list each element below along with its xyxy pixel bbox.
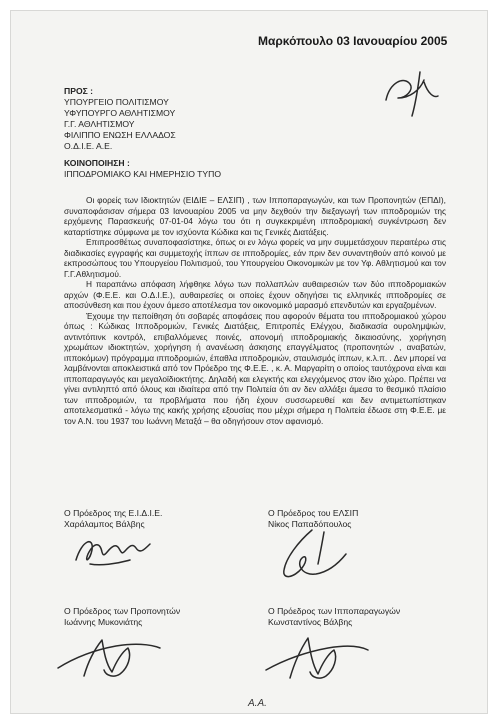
signature-block-trainers — [64, 606, 180, 628]
signature-block-eidie — [64, 508, 162, 530]
handwritten-signature-trainers — [54, 628, 164, 684]
recipients-block — [64, 86, 176, 152]
body-paragraph-2: Επιπροσθέτως συναποφασίστηκε, όπως οι εν λόγω φορείς να μην συμμετάσχουν περαιτέρω στις διαδικασίες εγγραφής και συμμετοχής ίππων σε ιπποδρομίες, εάν πριν δεν συναντηθούν από κοινού με εκπροσώπους του Υπουργείου Πολιτισμού, του Υπουργείου Οικονομικών με τον Υφ. Αθλητισμού και τον Γ.Γ.Αθλητισμού. — [64, 237, 446, 279]
signatory-name: Νίκος Παπαδόπουλος — [268, 519, 352, 529]
letter-body — [64, 195, 446, 426]
signatory-title: Ο Πρόεδρος των Προπονητών — [64, 606, 181, 616]
date-line: Μαρκόπουλο 03 Ιανουαρίου 2005 — [258, 34, 448, 48]
body-paragraph-4: Έχουμε την πεποίθηση ότι σοβαρές αποφάσεις που αφορούν θέματα του ιπποδρομιακού χώρου όπως : Κώδικας Ιπποδρομιών, Γενικές Διατάξεις, Επιτροπές Ελέγχου, διαδικασία ουρολημψιών, αντιντόπινκ κοντρόλ, επιβαλλόμενες ποινές, απονομή ιπποδρομιακής δικαιοσύνης, χορήγηση χρωμάτων ιδιοκτητών, χορήγηση ή ανανέωση άσκησης επαγγέλματος (προπονητών , αναβατών, ιπποκόμων) πρόγραμμα ιπποδρομιών, έπαθλα ιπποδρομιών, σταυλισμός ίππων, κ.λ.π. . Δεν μπορεί να λαμβάνονται αποκλειστικά από τον Πρόεδρο της Φ.Ε.Ε. , κ. Α. Μαργαρίτη ο οποίος ταυτόχρονα είναι και ιπποπαραγωγός και μεγαλοϊδιοκτήτης. Δηλαδή και ελεγκτής και ελεγχόμενος στον ίδιο χώρο. Πρέπει να γίνει αντιληπτό από όλους και ιδιαίτερα από την Πολιτεία ότι αν δεν αλλάξει άμεσα το θεσμικό πλαίσιο των ιπποδρομιών, τα προβλήματα που ήδη έχουν συσσωρευθεί και δεν αντιμετωπίστηκαν αποτελεσματικά - λόγω της κακής χρήσης εξουσίας που μέχρι σήμερα η Πολιτεία έδωσε στη Φ.Ε.Ε. με τον Α.Ν. του 1937 του Ιωάννη Μεταξά – θα οδηγήσουν στον αφανισμό. — [64, 310, 446, 426]
handwritten-signature-breeders — [262, 628, 372, 684]
handwritten-initials-top — [380, 68, 440, 120]
signature-block-breeders — [268, 606, 400, 628]
letter-page — [10, 10, 488, 714]
body-paragraph-1: Οι φορείς των Ιδιοκτητών (ΕΙΔΙΕ – ΕΛΣΙΠ) , των Ιπποπαραγωγών, και των Προπονητών (ΕΠΔΙ), συναποφάσισαν σήμερα 03 Ιανουαρίου 2005 να μην δεχθούν την διεξαγωγή των ιπποδρομιών της ερχόμενης Παρασκευής 07-01-04 λόγω του ότι η συγκεκριμένη ιπποδρομιακή συγκέντρωση δεν καταρτίστηκε σύμφωνα με τον ισχύοντα Κώδικα και τις Γενικές Διατάξεις. — [64, 195, 446, 237]
handwritten-signature-elsip — [272, 524, 352, 584]
signatory-name: Χαράλαμπος Βάλβης — [64, 519, 145, 529]
recipient-line: Γ.Γ. ΑΘΛΗΤΙΣΜΟΥ — [64, 119, 135, 129]
cc-line: ΙΠΠΟΔΡΟΜΙΑΚΟ ΚΑΙ ΗΜΕΡΗΣΙΟ ΤΥΠΟ — [64, 169, 222, 179]
footer-initials: Α.Α. — [248, 698, 267, 709]
signatory-name: Ιωάννης Μυκονιάτης — [64, 617, 143, 627]
body-paragraph-3: Η παραπάνω απόφαση λήφθηκε λόγω των πολλαπλών αυθαιρεσιών των δύο ιπποδρομιακών αρχών (Φ.Ε.Ε. και Ο.Δ.Ι.Ε.), αυθαιρεσίες οι οποίες έχουν οδηγήσει τις ελληνικές ιπποδρομίες σε αποσύνθεση και που έχουν άμεσο αποτέλεσμα τον οικονομικό μαρασμό επενδυτών και εργαζομένων. — [64, 279, 446, 310]
recipient-line: ΦΙΛΙΠΠΟ ΕΝΩΣΗ ΕΛΛΑΔΟΣ — [64, 130, 176, 140]
recipients-heading: ΠΡΟΣ : — [64, 86, 94, 96]
recipient-line: ΥΠΟΥΡΓΕΙΟ ΠΟΛΙΤΙΣΜΟΥ — [64, 97, 169, 107]
signatory-title: Ο Πρόεδρος του ΕΛΣΙΠ — [268, 508, 359, 518]
cc-block — [64, 158, 221, 180]
signatory-title: Ο Πρόεδρος της Ε.Ι.Δ.Ι.Ε. — [64, 508, 163, 518]
signatory-name: Κωνσταντίνος Βάλβης — [268, 617, 353, 627]
recipient-line: ΥΦΥΠΟΥΡΓΟ ΑΘΛΗΤΙΣΜΟΥ — [64, 108, 176, 118]
signatory-title: Ο Πρόεδρος των Ιπποπαραγωγών — [268, 606, 401, 616]
recipient-line: Ο.Δ.Ι.Ε. Α.Ε. — [64, 141, 113, 151]
cc-heading: ΚΟΙΝΟΠΟΙΗΣΗ : — [64, 158, 130, 168]
handwritten-signature-eidie — [70, 530, 160, 572]
